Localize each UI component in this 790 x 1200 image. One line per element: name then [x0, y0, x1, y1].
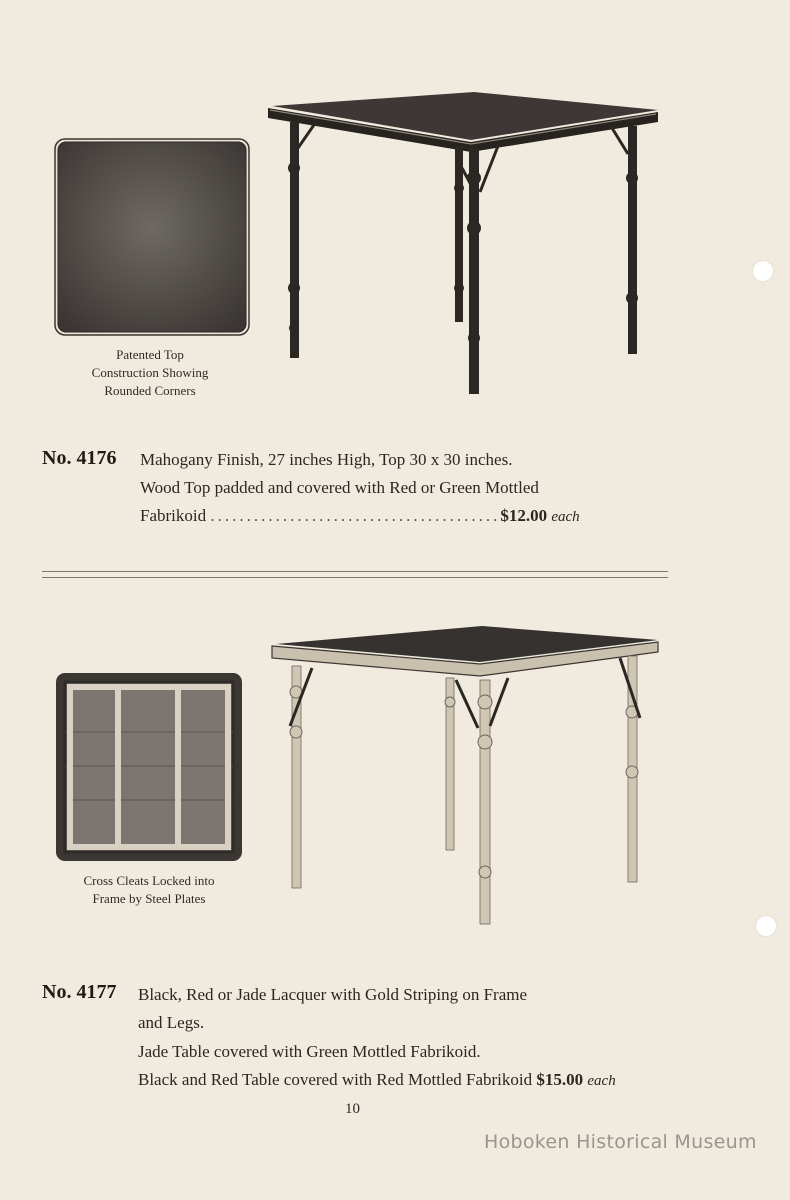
price-unit-4177: each: [587, 1073, 616, 1089]
price-4176: $12.00: [500, 506, 548, 525]
museum-watermark: Hoboken Historical Museum: [484, 1131, 757, 1153]
binder-hole-bottom: [756, 916, 776, 936]
description-line-5: Jade Table covered with Green Mottled Fabrikoid.: [138, 1042, 481, 1061]
inset-caption-2: Cross Cleats Locked into Frame by Steel Plates: [83, 873, 215, 906]
description-line-1: Mahogany Finish, 27 inches High, Top 30 x 30 inches.: [140, 450, 513, 469]
model-number-4176: No. 4176: [42, 447, 117, 469]
section-divider: [42, 571, 668, 578]
model-row-4176: [42, 447, 116, 470]
model-number-4177: No. 4177: [42, 981, 117, 1003]
fabrikoid-label: Fabrikoid: [140, 506, 207, 525]
leader-dots: ........................................: [210, 506, 501, 525]
table-illustration-4176: [266, 88, 662, 398]
price-unit-4176: each: [551, 509, 580, 525]
description-line-4: and Legs.: [138, 1013, 205, 1032]
description-line-3: Black, Red or Jade Lacquer with Gold Striping on Frame: [138, 985, 528, 1004]
underside-inset-image: [55, 672, 243, 862]
description-line-2: Wood Top padded and covered with Red or Green Mottled: [140, 478, 539, 497]
binder-hole-top: [753, 261, 773, 281]
price-line-4176: [140, 506, 580, 526]
page-number: 10: [345, 1101, 360, 1117]
table-illustration-4177: [270, 622, 662, 928]
table-covering-label: Black and Red Table covered with Red Mottled Fabrikoid: [138, 1070, 533, 1089]
model-row-4177: [42, 981, 116, 1004]
tabletop-inset-image: [54, 138, 250, 336]
price-4177: $15.00: [536, 1070, 584, 1089]
inset-caption-1: Patented Top Construction Showing Rounded Corners: [91, 347, 209, 398]
price-line-4177: [138, 1070, 616, 1090]
